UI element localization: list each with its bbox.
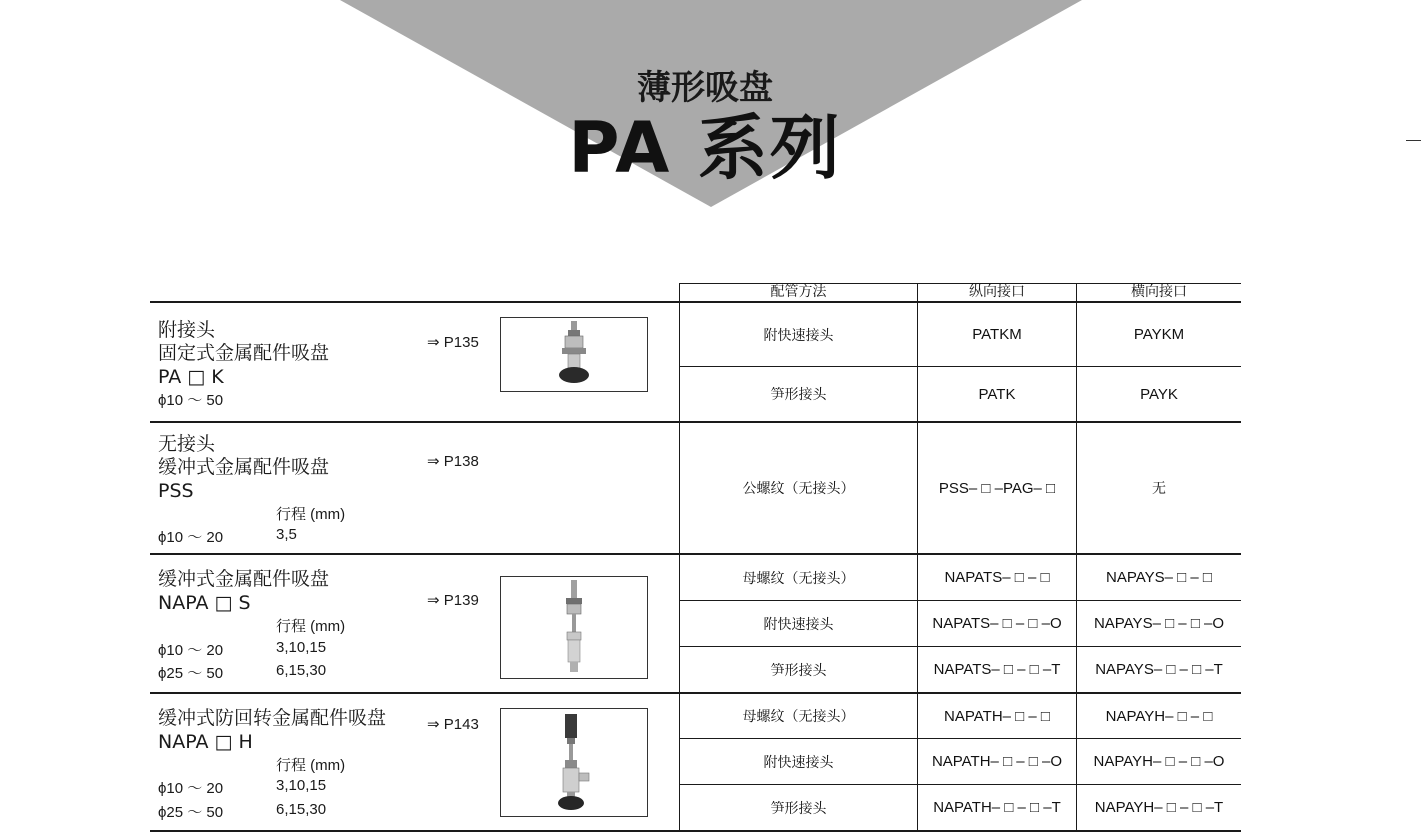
diameter-range: ϕ25 ～ 50 (158, 804, 224, 821)
product-name: 缓冲式金属配件吸盘 (158, 568, 330, 590)
page-subtitle: 薄形吸盘 (637, 68, 773, 108)
horizontal-model-cell: PAYKM (1133, 326, 1185, 343)
stroke-label: 行程 (mm) (276, 506, 346, 523)
product-name: 缓冲式金属配件吸盘 (158, 456, 330, 478)
method-cell: 附快速接头 (763, 616, 834, 633)
column-header-method: 配管方法 (770, 284, 827, 300)
product-image (500, 708, 648, 817)
product-model: NAPA □ S (158, 592, 251, 614)
method-cell: 笋形接头 (770, 800, 827, 817)
stroke-label: 行程 (mm) (276, 618, 346, 635)
edge-mark (1406, 140, 1421, 141)
method-cell: 笋形接头 (770, 387, 827, 403)
page-reference-link[interactable] (427, 452, 479, 470)
stroke-values: 3,5 (276, 526, 297, 543)
arrow-icon: ⇒ (427, 333, 440, 351)
method-cell: 附快速接头 (763, 327, 834, 344)
vertical-model-cell: NAPATS– □ – □ –O (932, 615, 1062, 632)
arrow-icon: ⇒ (427, 715, 440, 733)
vertical-model-cell: NAPATH– □ – □ –O (931, 753, 1063, 770)
product-name: 缓冲式防回转金属配件吸盘 (158, 707, 387, 729)
column-header-horizontal: 横向接口 (1131, 284, 1187, 300)
page-reference: P139 (443, 592, 479, 609)
horizontal-model-cell: NAPAYH– □ – □ –O (1093, 753, 1225, 770)
vertical-model-cell: PATK (978, 385, 1016, 403)
diameter-range: ϕ10 ～ 50 (158, 392, 224, 409)
horizontal-model-cell: NAPAYH– □ – □ (1105, 707, 1213, 725)
stroke-values: 6,15,30 (276, 662, 327, 679)
diameter-range: ϕ10 ～ 20 (158, 642, 224, 659)
horizontal-model-cell: NAPAYS– □ – □ (1106, 569, 1212, 586)
stroke-values: 6,15,30 (276, 801, 327, 818)
product-category: 无接头 (158, 433, 216, 455)
product-image (500, 317, 648, 392)
horizontal-model-cell: NAPAYH– □ – □ –T (1094, 799, 1224, 816)
method-cell: 公螺纹（无接头） (742, 481, 855, 497)
page-reference: P143 (443, 716, 479, 733)
diameter-range: ϕ10 ～ 20 (158, 780, 224, 797)
arrow-icon: ⇒ (427, 452, 440, 470)
vertical-model-cell: NAPATS– □ – □ –T (933, 661, 1061, 678)
page-reference-link[interactable] (427, 715, 479, 733)
method-cell: 母螺纹（无接头） (742, 570, 855, 587)
horizontal-model-cell: NAPAYS– □ – □ –O (1093, 615, 1225, 632)
column-header-vertical: 纵向接口 (969, 284, 1025, 300)
stroke-values: 3,10,15 (276, 777, 327, 794)
vertical-model-cell: PATKM (972, 326, 1022, 343)
product-model: PSS (158, 480, 194, 502)
horizontal-model-cell: 无 (1152, 481, 1166, 497)
method-cell: 附快速接头 (763, 754, 834, 771)
page-title: PA 系列 (568, 107, 842, 189)
diameter-range: ϕ10 ～ 20 (158, 529, 224, 546)
vertical-model-cell: NAPATH– □ – □ –T (933, 799, 1061, 816)
method-cell: 母螺纹（无接头） (742, 709, 855, 725)
page-reference: P135 (443, 334, 479, 351)
page-reference-link[interactable] (427, 591, 479, 609)
horizontal-model-cell: NAPAYS– □ – □ –T (1095, 661, 1223, 678)
stroke-label: 行程 (mm) (276, 757, 346, 774)
page-reference: P138 (443, 453, 479, 470)
vertical-model-cell: PSS– □ –PAG– □ (938, 479, 1056, 497)
product-category: 附接头 (158, 319, 216, 341)
arrow-icon: ⇒ (427, 591, 440, 609)
diameter-range: ϕ25 ～ 50 (158, 665, 224, 682)
vertical-model-cell: NAPATH– □ – □ (944, 707, 1050, 725)
horizontal-model-cell: PAYK (1140, 385, 1178, 403)
page-reference-link[interactable] (427, 333, 479, 351)
product-model: NAPA □ H (158, 731, 253, 753)
product-name: 固定式金属配件吸盘 (158, 342, 330, 364)
product-image (500, 576, 648, 679)
stroke-values: 3,10,15 (276, 639, 327, 656)
product-model: PA □ K (158, 366, 224, 388)
method-cell: 笋形接头 (770, 662, 827, 679)
vertical-model-cell: NAPATS– □ – □ (944, 569, 1050, 586)
